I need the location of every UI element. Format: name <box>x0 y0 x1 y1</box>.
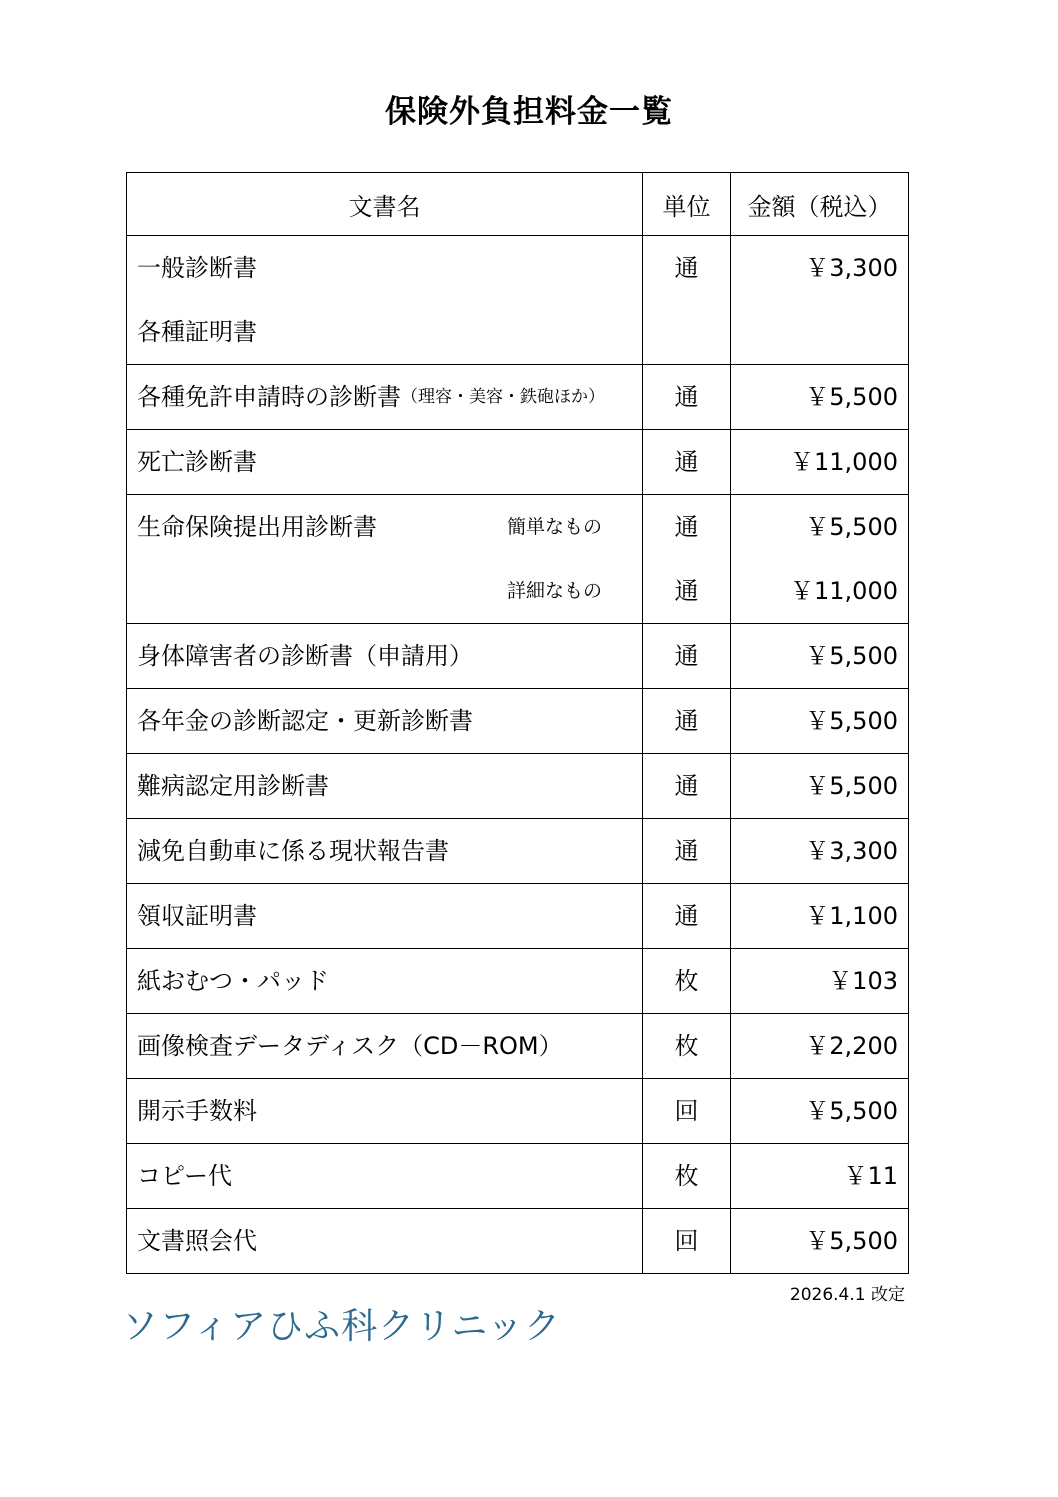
unit-value: 枚 <box>674 967 699 995</box>
price-cell <box>731 754 909 819</box>
unit-cell <box>643 430 731 495</box>
document-name-cell <box>127 624 643 689</box>
price-value: ￥5,500 <box>805 1227 898 1255</box>
unit-cell <box>643 495 731 624</box>
price-cell <box>731 1144 909 1209</box>
price-value: ￥11,000 <box>790 577 898 605</box>
unit-value: 通 <box>674 254 699 282</box>
price-cell <box>731 689 909 754</box>
document-name: 生命保険提出用診断書 <box>137 513 377 541</box>
unit-cell <box>643 884 731 949</box>
document-name: 一般診断書 <box>137 254 257 282</box>
table-row <box>127 754 909 819</box>
price-value: ￥5,500 <box>805 642 898 670</box>
document-name: 減免自動車に係る現状報告書 <box>137 837 449 865</box>
unit-cell <box>643 819 731 884</box>
document-name: 各種証明書 <box>137 318 257 346</box>
header-price: 金額（税込） <box>731 173 909 236</box>
price-value: ￥3,300 <box>805 837 898 865</box>
price-value: ￥3,300 <box>805 254 898 282</box>
price-cell <box>731 365 909 430</box>
document-name: 難病認定用診断書 <box>137 772 329 800</box>
unit-value: 通 <box>674 772 699 800</box>
table-body <box>127 236 909 1274</box>
document-name-cell <box>127 1014 643 1079</box>
document-name-cell <box>127 1079 643 1144</box>
document-name-cell <box>127 689 643 754</box>
price-value: ￥103 <box>828 967 898 995</box>
table-row <box>127 1144 909 1209</box>
header-document-name: 文書名 <box>127 173 643 236</box>
document-name: 開示手数料 <box>137 1097 257 1125</box>
unit-value: 通 <box>674 383 699 411</box>
price-value: ￥5,500 <box>805 513 898 541</box>
table-row <box>127 1079 909 1144</box>
price-cell <box>731 1079 909 1144</box>
header-unit: 単位 <box>643 173 731 236</box>
price-cell <box>731 495 909 624</box>
price-value: ￥11,000 <box>790 448 898 476</box>
price-value: ￥1,100 <box>805 902 898 930</box>
unit-value: 通 <box>674 902 699 930</box>
unit-cell <box>643 1014 731 1079</box>
unit-value: 回 <box>674 1227 699 1255</box>
unit-value: 通 <box>674 837 699 865</box>
price-cell <box>731 236 909 365</box>
unit-cell <box>643 624 731 689</box>
document-title: 保険外負担料金一覧 <box>385 94 673 130</box>
price-value: ￥11 <box>843 1162 898 1190</box>
unit-value: 通 <box>674 707 699 735</box>
price-cell <box>731 624 909 689</box>
document-name: 領収証明書 <box>137 902 257 930</box>
document-name-cell <box>127 949 643 1014</box>
unit-value: 枚 <box>674 1162 699 1190</box>
unit-cell <box>643 365 731 430</box>
unit-value: 通 <box>674 642 699 670</box>
price-value <box>741 300 898 364</box>
price-value: ￥5,500 <box>805 1097 898 1125</box>
unit-cell <box>643 689 731 754</box>
document-name-cell <box>127 430 643 495</box>
price-value: ￥5,500 <box>805 707 898 735</box>
table-row <box>127 236 909 365</box>
unit-cell <box>643 236 731 365</box>
unit-value: 枚 <box>674 1032 699 1060</box>
table-row <box>127 1014 909 1079</box>
table-row <box>127 624 909 689</box>
document-name: 各年金の診断認定・更新診断書 <box>137 707 473 735</box>
document-name-cell <box>127 1209 643 1274</box>
unit-cell <box>643 754 731 819</box>
unit-cell <box>643 1079 731 1144</box>
fee-table <box>126 172 909 1274</box>
table-header-row <box>127 173 909 236</box>
document-name: 死亡診断書 <box>137 448 257 476</box>
table-row <box>127 689 909 754</box>
document-name: 画像検査データディスク（CD－ROM） <box>137 1032 563 1060</box>
clinic-logo: ソフィアひふ科クリニック <box>122 1306 561 1347</box>
document-subtype: 簡単なもの <box>507 516 603 538</box>
price-cell <box>731 430 909 495</box>
document-name-cell <box>127 1144 643 1209</box>
document-name: 各種免許申請時の診断書 <box>137 383 401 411</box>
document-name-cell <box>127 754 643 819</box>
document-name-cell <box>127 236 643 365</box>
price-cell <box>731 949 909 1014</box>
price-value: ￥5,500 <box>805 383 898 411</box>
document-name: 身体障害者の診断書（申請用） <box>137 642 473 670</box>
unit-cell <box>643 1144 731 1209</box>
price-value: ￥2,200 <box>805 1032 898 1060</box>
document-name: 文書照会代 <box>137 1227 257 1255</box>
price-cell <box>731 819 909 884</box>
price-cell <box>731 1209 909 1274</box>
table-row <box>127 1209 909 1274</box>
table-row <box>127 819 909 884</box>
table-row <box>127 884 909 949</box>
unit-value: 通 <box>674 513 699 541</box>
table-row <box>127 495 909 624</box>
unit-value: 通 <box>674 448 699 476</box>
document-subtype: 詳細なもの <box>507 580 603 602</box>
price-cell <box>731 884 909 949</box>
price-cell <box>731 1014 909 1079</box>
unit-value: 回 <box>674 1097 699 1125</box>
document-name-note: （理容・美容・鉄砲ほか） <box>401 387 605 407</box>
table-row <box>127 949 909 1014</box>
price-value: ￥5,500 <box>805 772 898 800</box>
document-name-cell <box>127 495 643 624</box>
unit-value <box>653 300 720 364</box>
unit-value: 通 <box>674 577 699 605</box>
unit-cell <box>643 1209 731 1274</box>
document-name-cell <box>127 819 643 884</box>
document-name-cell <box>127 365 643 430</box>
table-row <box>127 365 909 430</box>
document-name-cell <box>127 884 643 949</box>
document-name: 紙おむつ・パッド <box>137 967 329 995</box>
table-row <box>127 430 909 495</box>
revision-date: 2026.4.1 改定 <box>789 1285 905 1305</box>
unit-cell <box>643 949 731 1014</box>
document-name: コピー代 <box>137 1162 233 1190</box>
